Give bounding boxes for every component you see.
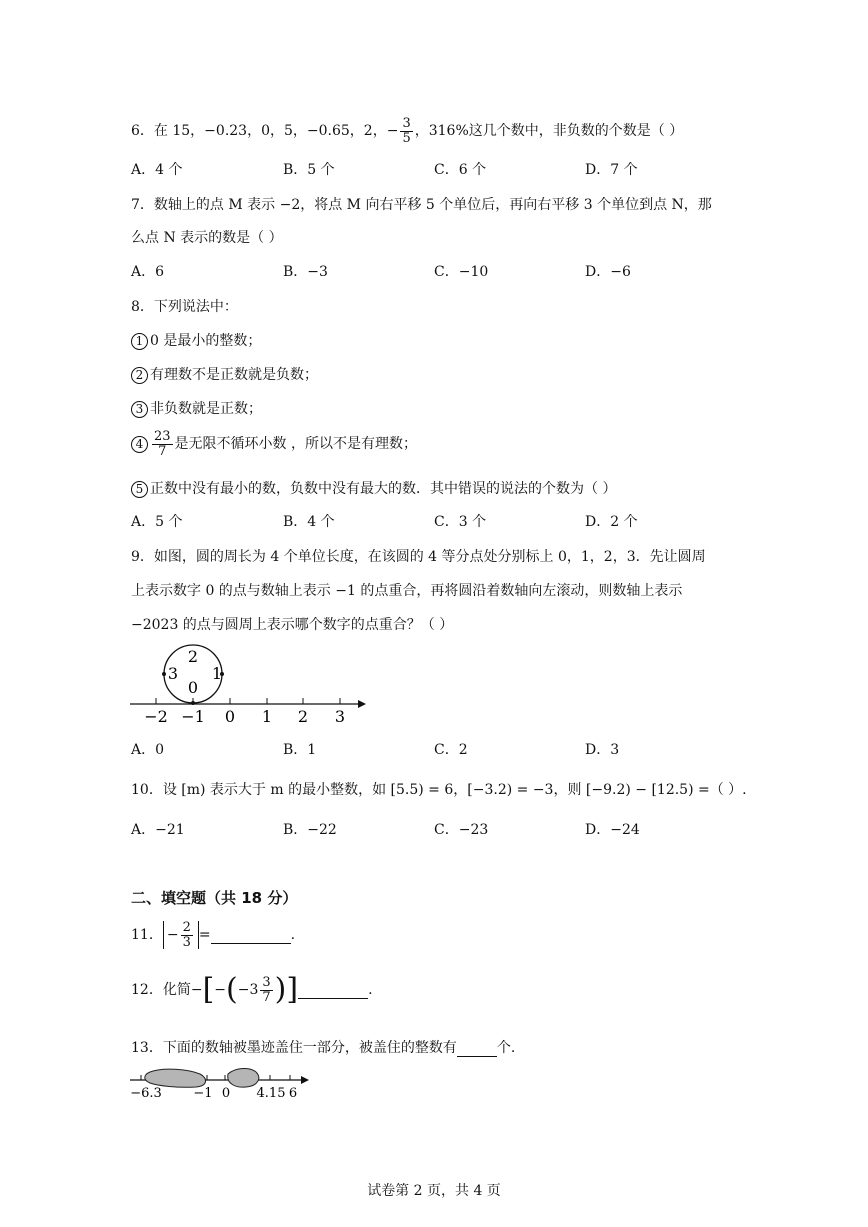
question-number: 11． [131, 927, 163, 944]
fraction-denominator: 7 [158, 443, 167, 459]
page-footer: 试卷第 2 页，共 4 页 [367, 1183, 501, 1199]
ink-blot-right [228, 1068, 259, 1087]
arrow-head-icon [301, 1076, 309, 1084]
question-text: 在 15，−0.23，0，5，−0.65，2， [153, 123, 387, 140]
mixed-number-whole: −3 [237, 982, 259, 998]
option-a: A．5 个 [131, 514, 183, 530]
axis-label: 6 [288, 1086, 298, 1100]
axis-label: 0 [224, 707, 236, 726]
option-d: D．−6 [585, 264, 631, 280]
axis-label: 1 [261, 707, 273, 726]
equals-sign: = [198, 927, 211, 944]
fraction [260, 976, 272, 1004]
axis-label: 4.15 [256, 1086, 286, 1100]
right-bracket: ] [286, 972, 299, 1007]
axis-label: −1 [193, 1086, 213, 1100]
option-b: B．−22 [283, 822, 337, 838]
ink-blot-left [145, 1069, 206, 1087]
arrow-head-icon [358, 700, 366, 708]
option-b: B．4 个 [283, 514, 335, 530]
absolute-value-expression [163, 921, 199, 949]
axis-label: −6.3 [130, 1086, 162, 1100]
question-10-options [131, 819, 751, 839]
option-b: B．1 [283, 742, 317, 758]
circle-number-line-figure [128, 640, 378, 726]
negative-sign: − [386, 123, 399, 140]
axis-label: 2 [297, 707, 309, 726]
fraction-denominator: 3 [182, 934, 191, 950]
question-9-line-3: −2023 的点与圆周上表示哪个数字的点重合？（ ） [131, 617, 454, 633]
question-8-item-3 [131, 398, 262, 418]
fraction-denominator: 5 [402, 130, 411, 146]
negative-sign: − [214, 982, 227, 998]
question-9-options [131, 739, 751, 759]
option-a: A．0 [131, 742, 165, 758]
circle-point-3 [162, 672, 166, 676]
fraction [181, 921, 193, 949]
question-text: 12．化简 [131, 982, 191, 998]
circled-number: 1 [131, 333, 148, 350]
item-text: 0 是最小的整数； [150, 333, 262, 349]
item-text: 是无限不循环小数 ，所以不是有理数； [174, 436, 417, 453]
question-9-line-1: 9．如图，圆的周长为 4 个单位长度，在该圆的 4 等分点处分别标上 0，1，2，3．先让圆周 [131, 549, 706, 565]
circle-label-0: 0 [187, 678, 199, 697]
option-d: D．3 [585, 742, 620, 758]
item-text: 正数中没有最小的数，负数中没有最大的数．其中错误的说法的个数为（ ） [150, 481, 617, 497]
question-13-stem [131, 1037, 515, 1057]
circled-number: 3 [131, 401, 148, 418]
axis-label: 0 [221, 1086, 231, 1100]
period: . [368, 982, 373, 998]
option-b: B．5 个 [283, 162, 335, 178]
answer-blank [298, 982, 368, 999]
answer-blank [211, 927, 291, 944]
circle-label-3: 3 [167, 664, 179, 683]
negative-sign: − [166, 927, 179, 944]
option-d: D．−24 [585, 822, 640, 838]
option-a: A．6 [131, 264, 165, 280]
ink-number-line-figure [128, 1064, 318, 1100]
option-c: C．3 个 [434, 514, 487, 530]
right-paren: ) [274, 972, 287, 1007]
question-number: 6． [131, 123, 154, 140]
question-text: ，316%这几个数中，非负数的个数是（ ） [414, 123, 684, 140]
question-text: 个. [496, 1040, 516, 1056]
question-7-line-1: 7．数轴上的点 M 表示 −2，将点 M 向右平移 5 个单位后，再向右平移 3 个单位到点 N，那 [131, 197, 712, 213]
option-c: C．2 [434, 742, 468, 758]
option-c: C．−10 [434, 264, 489, 280]
question-11 [131, 921, 295, 949]
fraction [400, 117, 412, 145]
option-d: D．2 个 [585, 514, 638, 530]
question-8-item-1 [131, 330, 261, 350]
question-6-stem [131, 117, 683, 145]
circled-number: 4 [131, 436, 148, 453]
option-c: C．−23 [434, 822, 489, 838]
question-8-options [131, 511, 751, 531]
question-12 [131, 972, 373, 1007]
question-10-stem: 10．设 [m) 表示大于 m 的最小整数，如 [5.5) = 6，[−3.2) = −3，则 [−9.2) − [12.5) =（ ）. [131, 782, 747, 798]
question-9-line-2: 上表示数字 0 的点与数轴上表示 −1 的点重合，再将圆沿着数轴向左滚动，则数轴上表示 [131, 583, 683, 599]
fraction-numerator: 2 [182, 920, 191, 935]
option-d: D．7 个 [585, 162, 638, 178]
question-6-options [131, 159, 751, 179]
question-7-line-2: 么点 N 表示的数是（ ） [131, 230, 283, 246]
fraction-numerator: 23 [154, 429, 171, 444]
left-bracket: [ [202, 972, 215, 1007]
question-7-options [131, 261, 751, 281]
question-8-item-2 [131, 364, 318, 384]
answer-blank [457, 1040, 497, 1057]
axis-label: −1 [181, 707, 205, 726]
axis-label: 3 [334, 707, 346, 726]
question-8-item-4 [131, 430, 417, 458]
question-8-item-5 [131, 478, 616, 498]
option-c: C．6 个 [434, 162, 487, 178]
circle-label-2: 2 [187, 647, 199, 666]
negative-sign: − [190, 982, 203, 998]
item-text: 有理数不是正数就是负数； [150, 367, 318, 383]
section-heading: 二、填空题（共 18 分） [131, 889, 298, 907]
fraction-numerator: 3 [262, 974, 271, 990]
axis-label: −2 [144, 707, 168, 726]
fraction-denominator: 7 [262, 989, 271, 1005]
circle-label-1: 1 [211, 664, 223, 683]
question-text: 13．下面的数轴被墨迹盖住一部分，被盖住的整数有 [131, 1040, 457, 1056]
fraction [152, 430, 173, 458]
question-8-stem: 8．下列说法中： [131, 299, 238, 315]
option-b: B．−3 [283, 264, 328, 280]
left-paren: ( [226, 972, 238, 1007]
item-text: 非负数就是正数； [150, 401, 262, 417]
circled-number: 2 [131, 367, 148, 384]
option-a: A．−21 [131, 822, 185, 838]
option-a: A．4 个 [131, 162, 183, 178]
fraction-numerator: 3 [402, 116, 411, 131]
circled-number: 5 [131, 481, 148, 498]
period: . [290, 927, 296, 944]
